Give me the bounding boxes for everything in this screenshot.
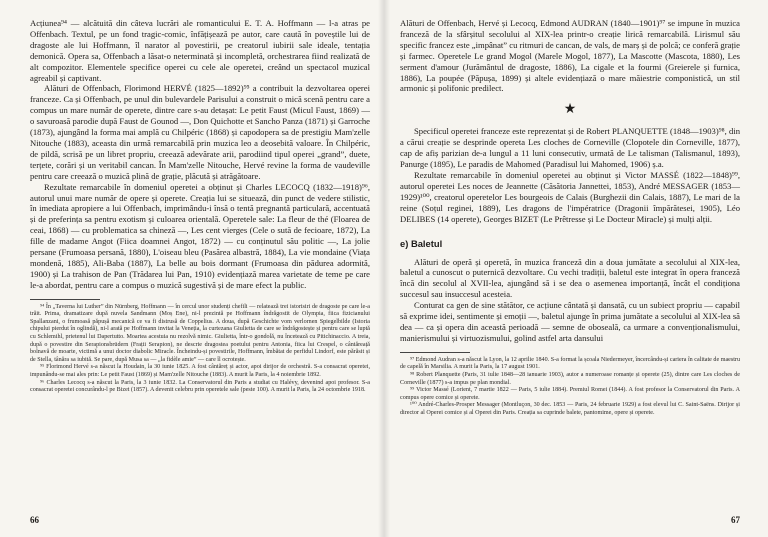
right-body-top [400,18,740,94]
paragraph: Acțiunea⁹⁴ — alcătuită din câteva lucrări ale romanticului E. T. A. Hoffmann — l-a atras pe Offenbach. Textul, pe un fond tragic-comic, înfățișează pe autor, care caută în poveștile lui de dragoste ale lui Hoffmann, îl narator al povestirii, pe creatorul iubirii sale ideale, tentația demonică. Opera sa, Offenbach a lăsat-o neterminată și incompletă, orchestrarea fiind realizată de alt compozitor. Elementele specifice operei cu cele ale operetei, creând un spectacol muzical agreabil și captivant. [30,18,370,83]
paragraph: Conturat ca gen de sine stătător, ce acțiune cântată și dansată, cu un subiect propriu — capabil să exprime idei, sentimente și emoții —, baletul ajunge în prima jumătate a secolului al XIX-lea să dea — ca și opera din această perioadă — semne de oboseală, ca urmare a convenționalismului, manierismului și virtuozismului, golind astfel arta dansului [400,300,740,343]
section-heading: e) Baletul [400,237,443,249]
paragraph: Specificul operetei franceze este reprezentat și de Robert PLANQUETTE (1848—1903)⁹⁸, din a cărui creație se desprinde opereta Les cloches de Corneville (Clopotele din Corneville, 1877), cap de afiș parizian de-a lungul a 11 luni consecutiv, urmată de Le talisman (Talismanul, 1893), Panurge (1895), Le paradis de Mahomed (Paradisul lui Mahomed, 1906) ș.a. [400,126,740,170]
paragraph: Rezultate remarcabile în domeniul operetei a obținut și Charles LECOCQ (1832—1918)⁹⁶, autorul unui mare număr de opere și operete. Creația lui se situează, din punct de vedere stilistic, în imediata apropiere a lui Offenbach, imprimându-i însă o tentă pregnantă particulară, accentuată și de preferința sa pentru exotism și culoarea orientală. Operetele sale: La fleur de thé (Floarea de ceai, 1868) — cu problematica sa chineză —, Les cent vierges (Cele o sută de fecioare, 1872), La fille de madame Angot (Fiica doamnei Angot, 1872) — cu conținutul său politic —, La jolie persane (Frumoasa persană, 1880), L'oiseau bleu (Pasărea albastră, 1884), La vie mondaine (Viața mondenă, 1885), Ali-Baba (1887), La belle au bois dormant (Frumoasa din pădurea adormită, 1900) și La trahison de Pan (Trădarea lui Pan, 1910) evidențiază marea varietate de teme pe care le-a abordat, pentru care a compus o muzică sugestivă și de mare efect la public. [30,181,370,290]
footnote: ⁹⁶ Charles Lecocq s-a născut la Paris, la 3 iunie 1832. La Conservatorul din Paris a studiat cu Halévy, devenind apoi profesor. S-a consacrat operetei concurându-l pe Bizet (1857). A devenit celebru prin operetele sale (peste 100). A murit la Paris, la 24 octombrie 1918. [30,379,370,394]
footnote: ¹⁰⁰ André-Charles-Prosper Messager (Montluçon, 30 dec. 1853 — Paris, 24 februarie 1929) a fost elevul lui C. Saint-Saëns. Dirijor și director al Operei comice și al Operei din Paris. Creația sa cuprinde balete, pantomime, opere și operete. [400,402,740,416]
book-gutter [378,0,390,537]
footnote: ⁹⁷ Edmond Audran s-a născut la Lyon, la 12 aprilie 1840. S-a format la școala Niedermeyer, încercându-și cariera în calitate de maestru de capelă în Marsilia. A murit la Paris, la 17 august 1901. [400,356,740,371]
footnote: ⁹⁹ Victor Massé (Lorient, 7 martie 1822 — Paris, 5 iulie 1884). Premiul Romei (1844). A fost profesor la Conservatorul din Paris. A compus opere comice și operete. [400,387,740,401]
paragraph: Rezultate remarcabile în domeniul operetei au obținut și Victor MASSÉ (1822—1848)⁹⁹, autorul operetei Les noces de Jeannette (Căsătoria Jannettei, 1853), André MESSAGER (1853—1929)¹⁰⁰, creatorul operetelor Les bourgeois de Calais (Burghezii din Calais, 1887), Le mari de la reine (Soțul reginei, 1889), Les dragons de l'impératrice (Dragonii împărătesei, 1905), Léo DELIBES (14 operete), Georges BIZET (Le Prêtresse și Le Docteur Miracle) și mulți alții. [400,169,740,224]
page-number: 66 [30,515,39,525]
paragraph: Alături de Offenbach, Hervé și Lecocq, Edmond AUDRAN (1840—1901)⁹⁷ se impune în muzica franceză de la sfârșitul secolului al XIX-lea printr-o creație lirică remarcabilă. Lirismul său specific francez este „impânat” cu ritmuri de cancan, de vals, de marș și de polcă; ce conferă grație și farmec. Operetele Le grand Mogol (Marele Mogol, 1877), La Mascotte (Mascota, 1880), Les serment d'amour (Jurământul de dragoste, 1886), La cigale et la fourmi (Greierele și furnica, 1886), La poupée (Păpușa, 1899) și altele evidențiază o mare măiestrie componistică, un stil armonic și polifonic predilect. [400,18,740,94]
footnote-divider [30,299,100,300]
paragraph: Alături de Offenbach, Florimond HERVÉ (1825—1892)⁹⁵ a contribuit la dezvoltarea operei franceze. Ca și Offenbach, pe unul din bulevardele Parisului a construit o mică scenă pentru care a compus un mare număr de operete, dintre care s-au detașat: Le petit Faust (Micul Faust, 1869) — o savuroasă parodie după Faust de Gounod —, Don Quichotte et Sancho Panza (1871) și Garroche (1873), ajungând la forma mai amplă cu Chilpéric (1868) și capodopera sa de prestigiu Mam'zelle Nitouche (1883), aceasta din urmă remarcabilă prin muzica leo a deosebită valoare. În Chilpéric, de pildă, scrisă pe un libret propriu, creează adevărate arii, parodiind tipul operei „grand”, duete, terțete, corări și un veritabil cancan. În Mam'zelle Nitouche, Hervé revine la forma de vaudeville pentru care creează o muzică plină de grație, plăcută și atrăgătoare. [30,83,370,181]
right-page [384,0,768,537]
right-body-bottom [400,257,740,344]
left-body [30,18,370,291]
right-footnotes [400,357,740,418]
right-body-mid [400,126,740,224]
paragraph: Alături de operă și operetă, în muzica franceză din a doua jumătate a secolului al XIX-lea, baletul a cunoscut o puternică dezvoltare. Cu vechi tradiții, baletul este integrat în opera franceză încă din secolul al XVII-lea, ajungând să i se dea o asemenea importanță, încât el condiționa succesul sau insuccesul acesteia. [400,256,740,300]
section-separator-star: ★ [563,102,577,118]
left-footnotes [30,304,370,395]
footnote-divider [400,352,470,353]
footnote: ⁹⁸ Robert Planquette (Paris, 31 iulie 1848—28 ianuarie 1903), autor a numeroase romanțe și operete (25), dintre care Les cloches de Corneville (1877) s-a impus pe plan mondial. [400,371,740,386]
page-number: 67 [731,515,740,525]
footnote: ⁹⁵ Florimond Hervé s-a născut la Houdain, la 30 iunie 1825. A fost cântăreț și actor, apoi dirijor de orchestră. S-a consacrat operetei, impunându-se mai ales prin: Le petit Faust (1869) și Mam'zelle Nitouche (1883). A murit la Paris, la 4 noiembrie 1892. [30,364,370,378]
footnote: ⁹⁴ În „Taverna lui Luther” din Nürnberg, Hoffmann — în cercul unor studenți chefili — relatează trei istorisiri de dragoste pe care le-a trăit. Prima, dramatizare după nuvela Sandmann (Moș Ene), ni-l prezintă pe Hoffmann îndrăgostit de Olympia, fiica fizicianului Spallanzani, o frumoasă păpușă mecanică ce va fi distrusă de Coppelius. A doua, după Geschichte vom verlornen Spiegelbilde (Istoria chipului pierdut în oglindă), ni-l arată pe Hoffmann invitat la Veneția, la curtezana Giulietta de care se îndrăgostește și pentru care se luptă cu Schlemihl, prietenul lui Dapertutto. Moartea acestuia nu rezolvă nimic. Giulietta, într-o gondolă, nu încetează cu Pitichinaccio. A treia, după o povestire din Serapionsbrüdern (Frații Serapion), ne descrie dragostea poetului pentru Antonia, fiica lui Crespel, o cântăreață bolnavă de moarte, victimă a unui doctor diabolic Miracle. Încheindu-și povestirile, Hoffmann, îmbătat de perfidul Lindorf, este părăsit și de Stella, tânăra sa iubită. Se pare, după Musa sa — „la fidèle amie” — care îl ocrotește. [30,303,370,363]
